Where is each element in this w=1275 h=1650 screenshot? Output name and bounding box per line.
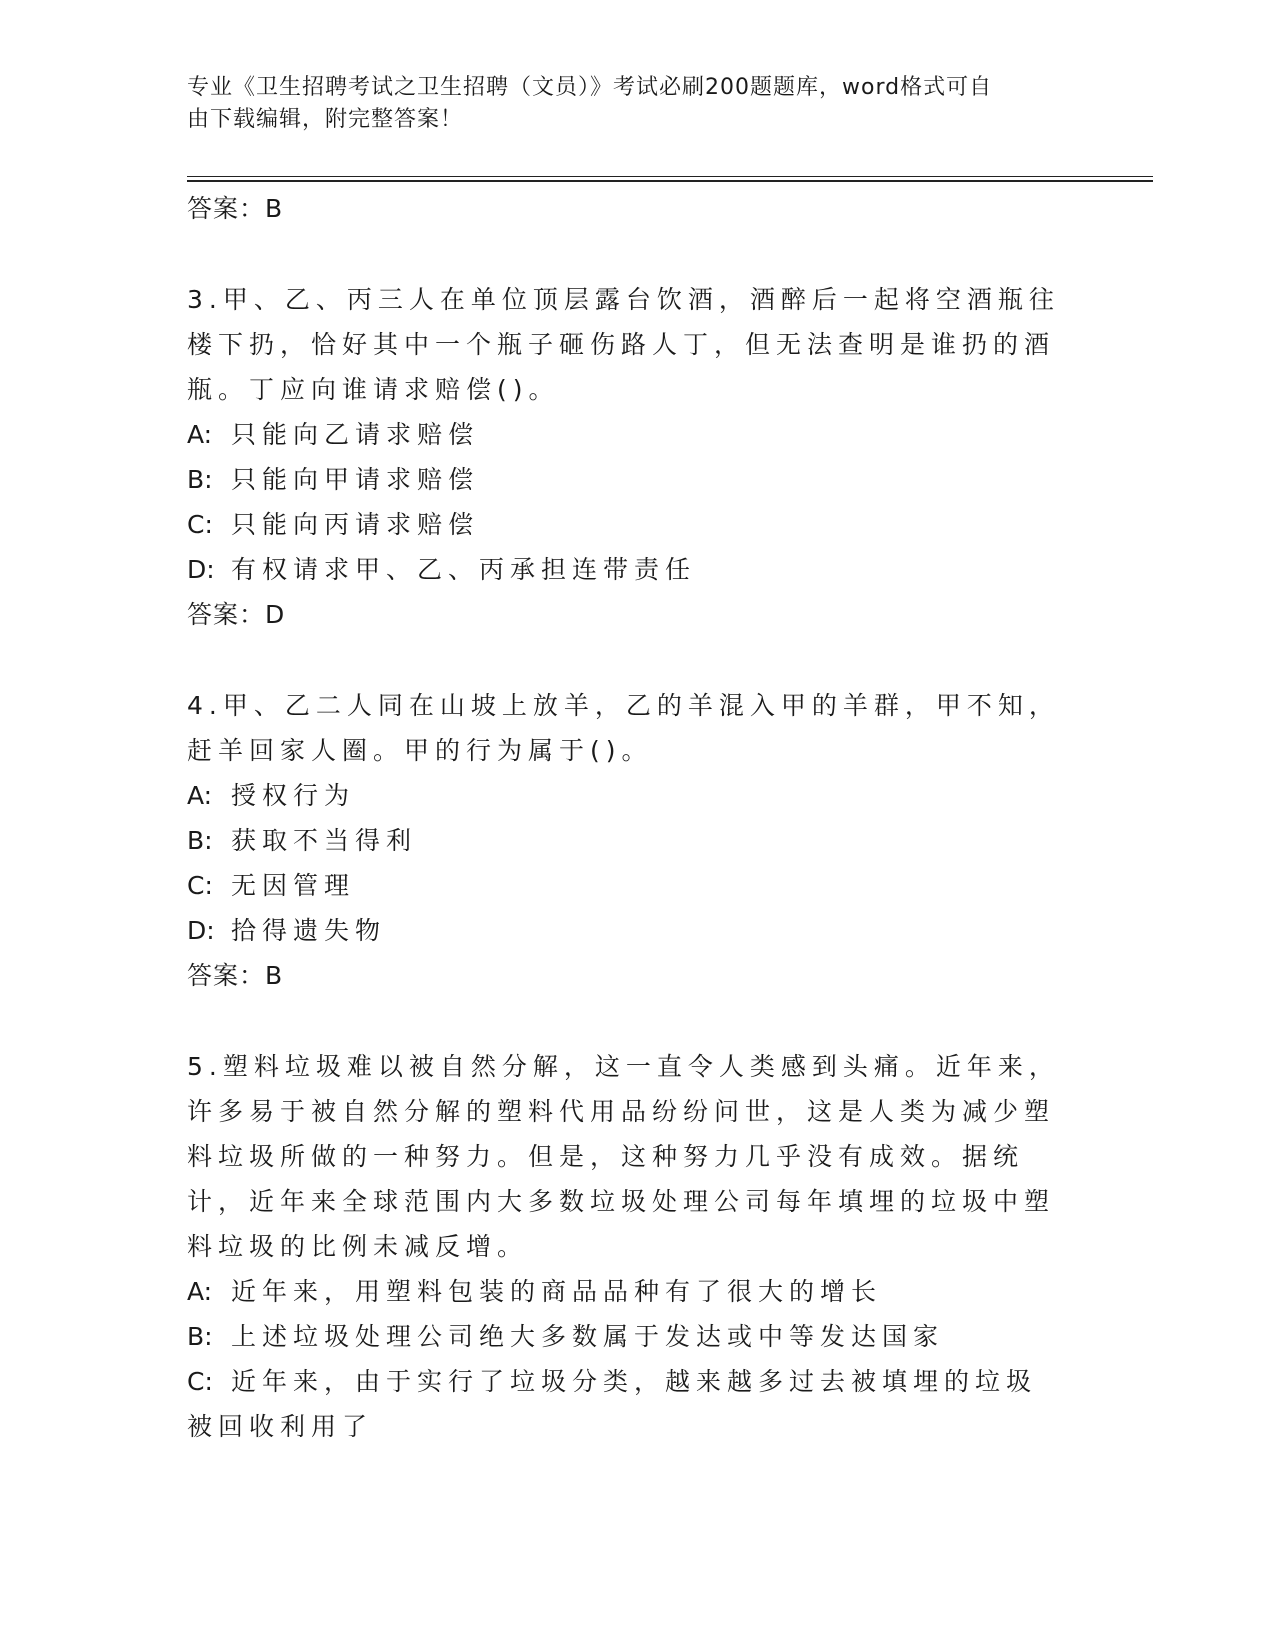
header-divider-thin bbox=[187, 176, 1153, 177]
spacer bbox=[187, 637, 1067, 683]
option-letter: B: bbox=[187, 1322, 213, 1351]
option-letter: A: bbox=[187, 781, 213, 810]
question-stem: 5.塑料垃圾难以被自然分解，这一直令人类感到头痛。近年来，许多易于被自然分解的塑料代用品纷纷问世，这是人类为减少塑料垃圾所做的一种努力。但是，这种努力几乎没有成效。据统计，近年来全球范围内大多数垃圾处理公司每年填埋的垃圾中塑料垃圾的比例未减反增。 bbox=[187, 1052, 1060, 1261]
option-text: 只能向乙请求赔偿 bbox=[231, 420, 480, 449]
option-text: 只能向丙请求赔偿 bbox=[231, 510, 480, 539]
answer-label: 答案：D bbox=[187, 600, 286, 629]
option-letter: D: bbox=[187, 916, 215, 945]
answer-label: 答案：B bbox=[187, 961, 284, 990]
option-text: 近年来，用塑料包装的商品品种有了很大的增长 bbox=[231, 1277, 883, 1306]
option-letter: A: bbox=[187, 420, 213, 449]
option-a bbox=[187, 1269, 1067, 1314]
question-block-5 bbox=[187, 1044, 1067, 1449]
option-d bbox=[187, 908, 1067, 953]
option-b bbox=[187, 457, 1067, 502]
option-text: 无因管理 bbox=[231, 871, 356, 900]
option-letter: C: bbox=[187, 510, 213, 539]
option-text: 获取不当得利 bbox=[231, 826, 418, 855]
header-line-1: 专业《卫生招聘考试之卫生招聘（文员）》考试必刷200题题库，word格式可自 bbox=[187, 75, 993, 100]
spacer bbox=[187, 231, 1067, 277]
spacer bbox=[187, 998, 1067, 1044]
option-d bbox=[187, 547, 1067, 592]
option-c bbox=[187, 1359, 1067, 1449]
option-b bbox=[187, 1314, 1067, 1359]
option-text: 只能向甲请求赔偿 bbox=[231, 465, 480, 494]
answer-label: 答案：B bbox=[187, 194, 284, 223]
header-line-2: 由下载编辑，附完整答案！ bbox=[187, 107, 464, 132]
question-block-4 bbox=[187, 683, 1067, 998]
option-letter: C: bbox=[187, 871, 213, 900]
option-a bbox=[187, 773, 1067, 818]
option-letter: D: bbox=[187, 555, 215, 584]
option-c bbox=[187, 502, 1067, 547]
question-block-3 bbox=[187, 277, 1067, 637]
question-stem: 3.甲、乙、丙三人在单位顶层露台饮酒，酒醉后一起将空酒瓶往楼下扔，恰好其中一个瓶子砸伤路人丁，但无法查明是谁扔的酒瓶。丁应向谁请求赔偿()。 bbox=[187, 285, 1060, 404]
option-text: 近年来，由于实行了垃圾分类，越来越多过去被填埋的垃圾被回收利用了 bbox=[187, 1367, 1038, 1441]
question-list bbox=[187, 186, 1067, 1449]
document-header bbox=[187, 72, 1067, 136]
option-a bbox=[187, 412, 1067, 457]
header-divider-thick bbox=[187, 180, 1153, 182]
option-text: 有权请求甲、乙、丙承担连带责任 bbox=[231, 555, 697, 584]
option-letter: B: bbox=[187, 826, 213, 855]
option-letter: C: bbox=[187, 1367, 213, 1396]
option-letter: B: bbox=[187, 465, 213, 494]
option-text: 拾得遗失物 bbox=[231, 916, 387, 945]
option-b bbox=[187, 818, 1067, 863]
option-letter: A: bbox=[187, 1277, 213, 1306]
question-stem: 4.甲、乙二人同在山坡上放羊，乙的羊混入甲的羊群，甲不知，赶羊回家人圈。甲的行为属于()。 bbox=[187, 691, 1060, 765]
option-c bbox=[187, 863, 1067, 908]
option-text: 上述垃圾处理公司绝大多数属于发达或中等发达国家 bbox=[231, 1322, 945, 1351]
option-text: 授权行为 bbox=[231, 781, 356, 810]
